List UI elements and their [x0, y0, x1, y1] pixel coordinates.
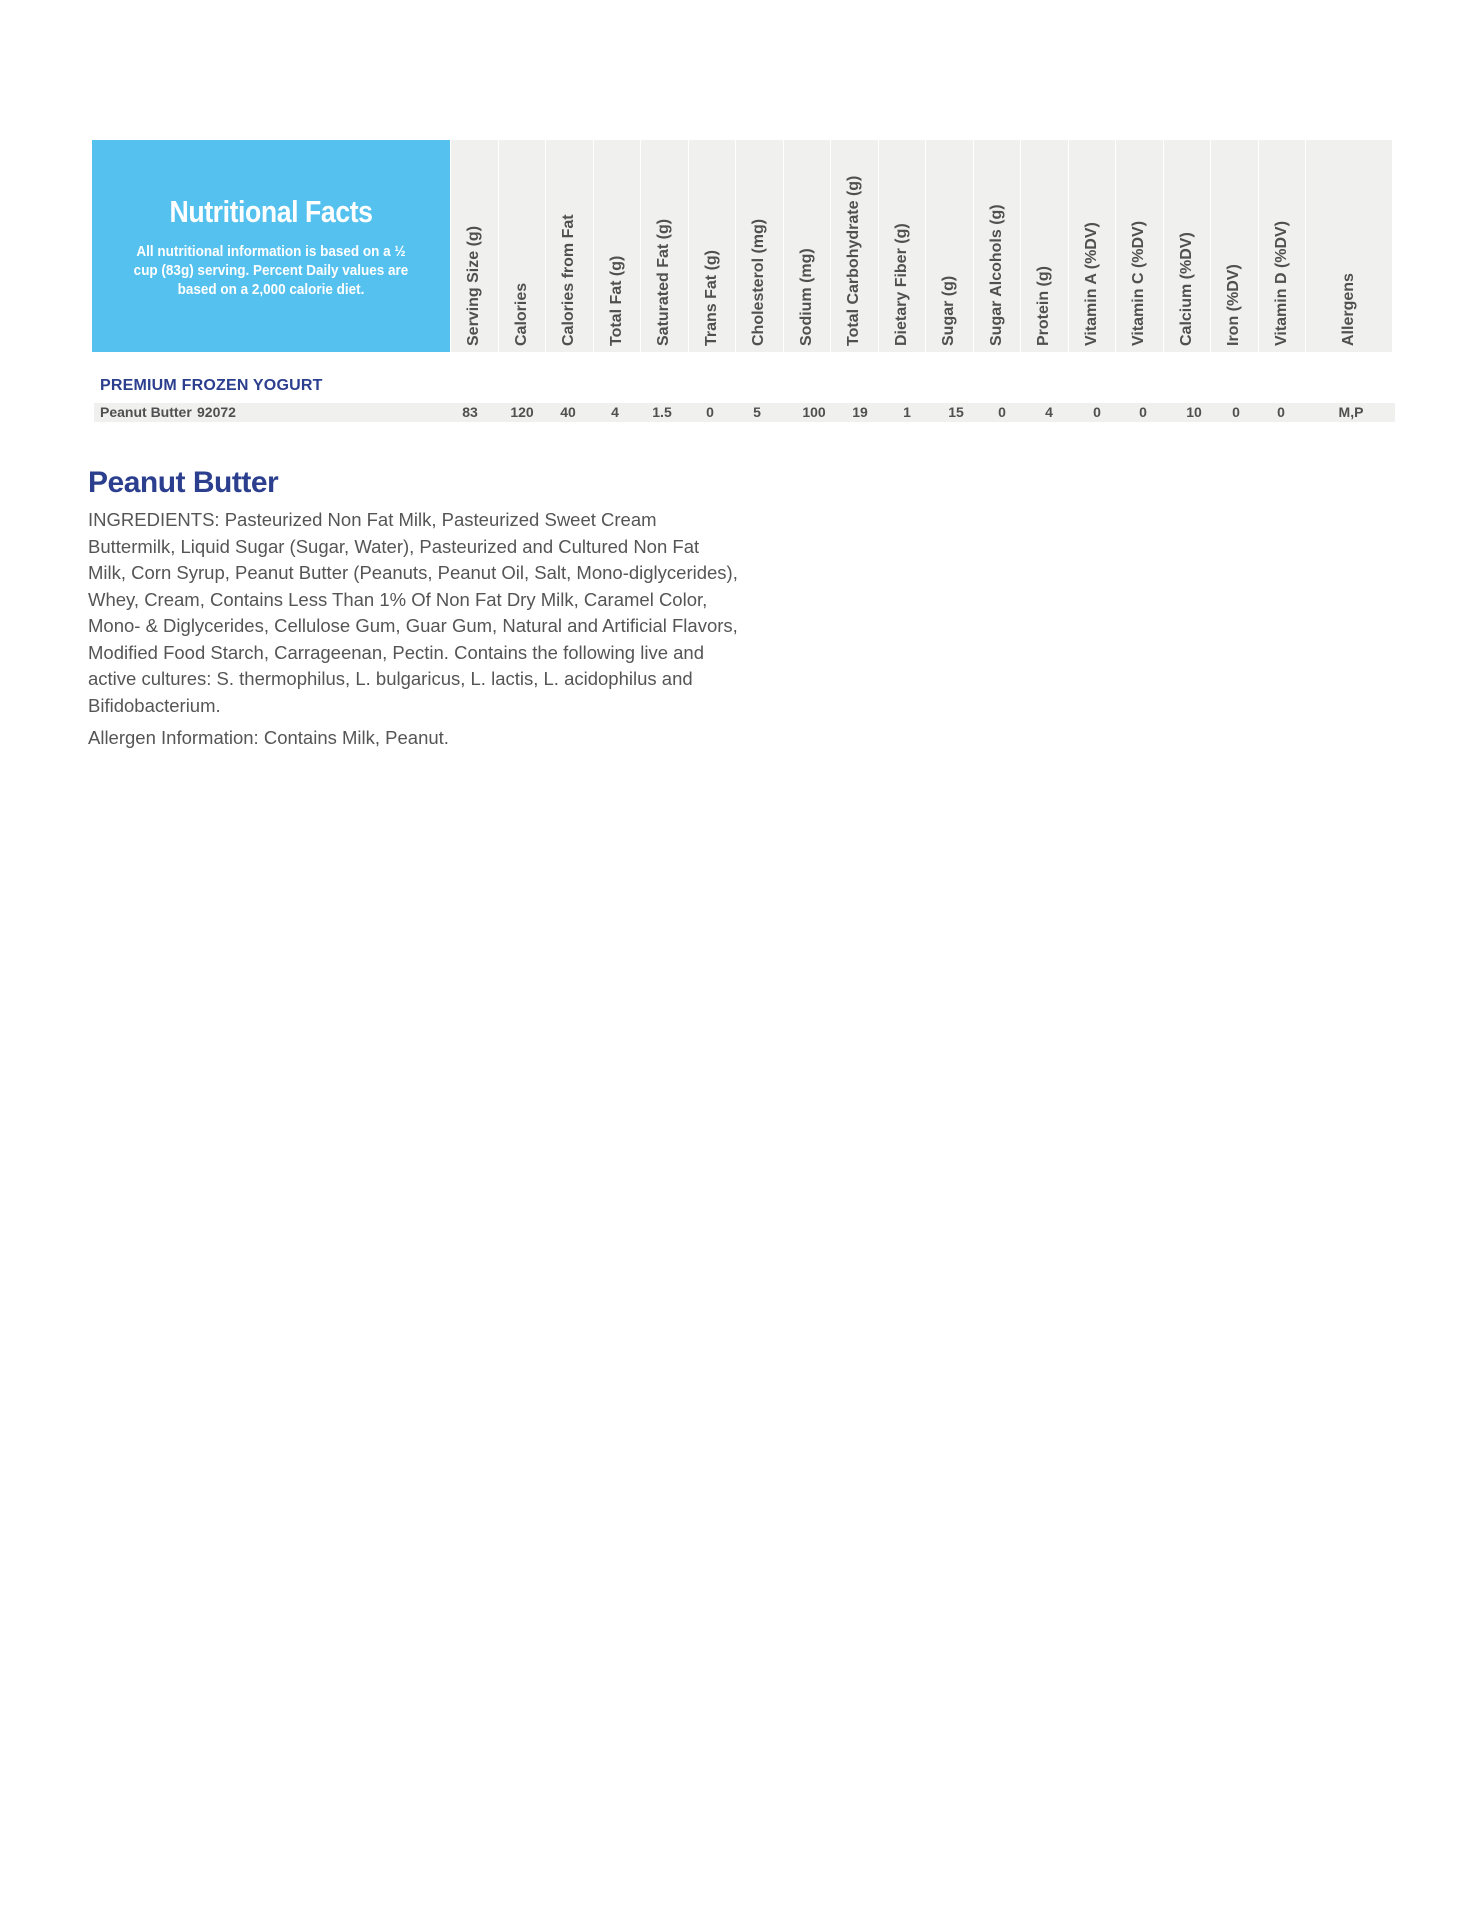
allergen-information: Allergen Information: Contains Milk, Peanut.	[88, 727, 449, 748]
cell-serving-size: 83	[462, 404, 478, 420]
column-label: Vitamin D (%DV)	[1272, 220, 1290, 346]
cell-sugar: 15	[948, 404, 964, 420]
cell-allergens: M,P	[1338, 404, 1364, 420]
cell-total-fat: 4	[611, 404, 619, 420]
cell-trans-fat: 0	[706, 404, 714, 420]
column-header-dietary-fiber	[879, 140, 926, 352]
column-header-allergens	[1306, 140, 1392, 352]
column-label: Trans Fat (g)	[702, 249, 720, 346]
column-label: Sodium (mg)	[797, 248, 815, 346]
cell-dietary-fiber: 1	[903, 404, 911, 420]
cell-iron: 0	[1232, 404, 1240, 420]
cell-calories: 120	[510, 404, 534, 420]
row-product-code: 92072	[197, 404, 236, 420]
column-label: Calcium (%DV)	[1177, 232, 1195, 346]
cell-calories-from-fat: 40	[560, 404, 576, 420]
column-header-vitamin-c	[1116, 140, 1163, 352]
column-label: Dietary Fiber (g)	[892, 223, 910, 346]
cell-vitamin-d: 0	[1277, 404, 1285, 420]
cell-saturated-fat: 1.5	[652, 404, 672, 420]
nutritional-facts-note: All nutritional information is based on a ½ cup (83g) serving. Percent Daily values are based on a 2,000 calorie diet.	[133, 242, 409, 298]
column-header-serving-size	[451, 140, 498, 352]
column-label: Vitamin A (%DV)	[1082, 222, 1100, 346]
nutritional-facts-box	[92, 140, 450, 352]
column-label: Protein (g)	[1035, 266, 1053, 346]
column-header-total-fat	[594, 140, 641, 352]
column-header-vitamin-a	[1069, 140, 1116, 352]
cell-cholesterol: 5	[753, 404, 761, 420]
column-header-calories-from-fat	[546, 140, 593, 352]
column-label: Allergens	[1340, 273, 1357, 346]
ingredients-text: INGREDIENTS: Pasteurized Non Fat Milk, Pasteurized Sweet Cream Buttermilk, Liquid Sugar (Sugar, Water), Pasteurized and Cultured Non Fat Milk, Corn Syrup, Peanut Butter (Peanuts, Peanut Oil, Salt, Mono-diglycerides), Whey, Cream, Contains Less Than 1% Of Non Fat Dry Milk, Caramel Color, Mono- & Diglycerides, Cellulose Gum, Guar Gum, Natural and Artificial Flavors, Modified Food Starch, Carrageenan, Pectin. Contains the following live and active cultures: S. thermophilus, L. bulgaricus, L. lactis, L. acidophilus and Bifidobacterium.	[88, 509, 738, 716]
column-label: Sugar Alcohols (g)	[987, 204, 1005, 346]
column-header-vitamin-d	[1259, 140, 1306, 352]
column-header-calories	[499, 140, 546, 352]
cell-sodium: 100	[802, 404, 826, 420]
column-label: Calories	[512, 282, 530, 346]
cell-calcium: 10	[1186, 404, 1202, 420]
column-header-saturated-fat	[641, 140, 688, 352]
table-row	[94, 403, 1395, 422]
column-header-sodium	[784, 140, 831, 352]
column-header-total-carbohydrate	[831, 140, 878, 352]
nutritional-facts-title: Nutritional Facts	[169, 193, 373, 229]
column-header-sugar	[926, 140, 973, 352]
product-title: Peanut Butter	[88, 466, 279, 499]
column-label: Cholesterol (mg)	[750, 218, 768, 346]
column-label: Total Fat (g)	[607, 255, 625, 346]
column-header-trans-fat	[689, 140, 736, 352]
cell-total-carbohydrate: 19	[852, 404, 868, 420]
column-label: Saturated Fat (g)	[655, 218, 673, 346]
column-label: Sugar (g)	[940, 275, 958, 346]
cell-sugar-alcohols: 0	[998, 404, 1006, 420]
nutrition-table-header	[92, 140, 1392, 352]
row-product-name: Peanut Butter	[100, 404, 192, 420]
column-header-iron	[1211, 140, 1258, 352]
cell-vitamin-c: 0	[1139, 404, 1147, 420]
column-header-calcium	[1164, 140, 1211, 352]
column-header-sugar-alcohols	[974, 140, 1021, 352]
column-header-cholesterol	[736, 140, 783, 352]
column-label: Total Carbohydrate (g)	[845, 175, 863, 346]
column-label: Calories from Fat	[560, 214, 578, 346]
cell-vitamin-a: 0	[1093, 404, 1101, 420]
cell-protein: 4	[1045, 404, 1053, 420]
column-header-protein	[1021, 140, 1068, 352]
column-label: Serving Size (g)	[465, 225, 483, 346]
column-label: Vitamin C (%DV)	[1130, 220, 1148, 346]
column-label: Iron (%DV)	[1225, 264, 1243, 346]
section-label: PREMIUM FROZEN YOGURT	[100, 377, 323, 394]
